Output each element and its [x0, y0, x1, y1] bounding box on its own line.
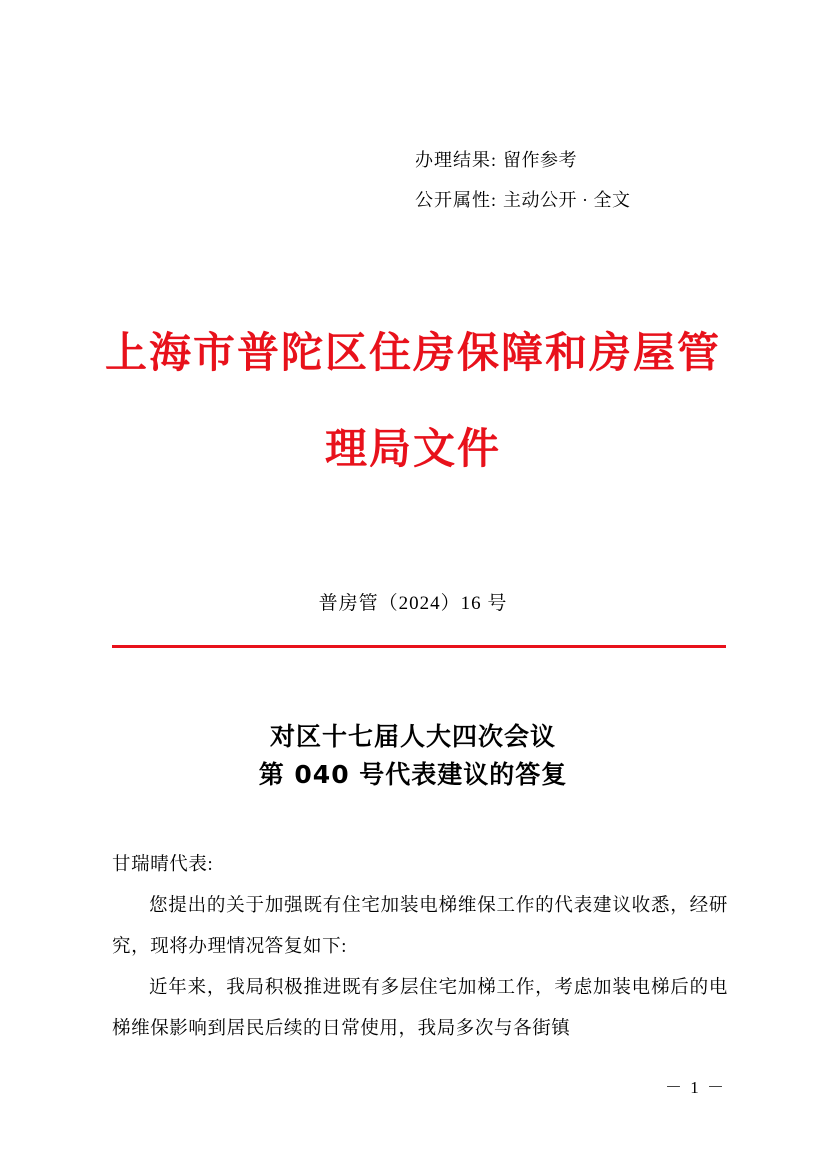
meta-value-disclosure-attribute: 主动公开 · 全文	[503, 190, 631, 210]
red-divider-rule	[112, 645, 726, 648]
meta-value-handling-result: 留作参考	[503, 150, 578, 170]
meta-label-handling-result: 办理结果:	[415, 150, 498, 170]
meta-label-disclosure-attribute: 公开属性:	[415, 190, 498, 210]
body-paragraph-2: 近年来，我局积极推进既有多层住宅加梯工作，考虑加装电梯后的电梯维保影响到居民后续的日常使用，我局多次与各街镇	[112, 978, 728, 1039]
masthead-title: 上海市普陀区住房保障和房屋管理局文件	[104, 328, 721, 473]
body-paragraph-1: 您提出的关于加强既有住宅加装电梯维保工作的代表建议收悉，经研究，现将办理情况答复如下:	[112, 896, 728, 957]
document-meta	[0, 140, 826, 220]
page-title-line-2: 第 040 号代表建议的答复	[258, 760, 568, 789]
footer-page-number: － 1 －	[665, 1078, 726, 1097]
document-body	[112, 845, 728, 1050]
meta-row-disclosure-attribute	[0, 180, 826, 220]
page-title	[0, 718, 826, 794]
document-number: 普房管（2024）16 号	[318, 593, 508, 614]
body-salutation: 甘瑞晴代表:	[112, 855, 214, 875]
page-title-line-1: 对区十七届人大四次会议	[269, 722, 556, 751]
meta-row-handling-result	[0, 140, 826, 180]
